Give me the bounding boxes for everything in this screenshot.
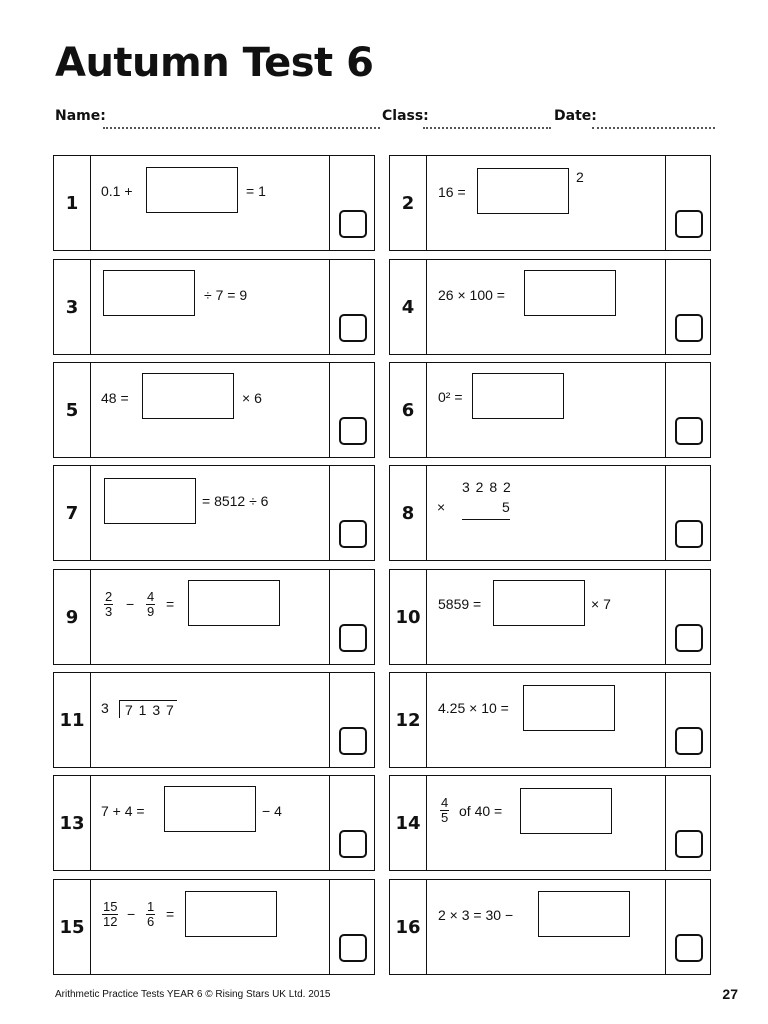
equals: = [166, 906, 175, 922]
mark-box[interactable] [339, 210, 367, 238]
question-card-12 [389, 672, 711, 768]
fraction: $\frac{2}{3}$ [105, 589, 113, 619]
question-text: 5859 = [438, 596, 482, 612]
question-card-11 [53, 672, 375, 768]
mark-box[interactable] [675, 830, 703, 858]
answer-line [462, 519, 510, 520]
question-number: 2 [390, 156, 427, 250]
question-number: 4 [390, 260, 427, 354]
question-number: 10 [390, 570, 427, 664]
question-card-15 [53, 879, 375, 975]
mark-box[interactable] [339, 417, 367, 445]
operator: − [126, 596, 135, 612]
fraction: $\frac{4}{9}$ [147, 589, 155, 619]
class-field[interactable] [423, 127, 551, 129]
question-text: 7 + 4 = [101, 803, 145, 819]
question-number: 8 [390, 466, 427, 560]
question-text: 0² = [438, 389, 463, 405]
question-card-5 [53, 362, 375, 458]
page-number: 27 [722, 986, 738, 1002]
mark-box[interactable] [339, 520, 367, 548]
question-text: = 8512 ÷ 6 [202, 493, 269, 509]
answer-box[interactable] [103, 270, 195, 316]
fraction: $\frac{4}{5}$ [441, 795, 449, 825]
question-number: 11 [54, 673, 91, 767]
question-card-9 [53, 569, 375, 665]
question-number: 15 [54, 880, 91, 974]
question-number: 12 [390, 673, 427, 767]
answer-box[interactable] [520, 788, 612, 834]
question-card-7 [53, 465, 375, 561]
exponent: 2 [576, 169, 584, 185]
mark-box[interactable] [675, 417, 703, 445]
question-card-4 [389, 259, 711, 355]
answer-box[interactable] [185, 891, 277, 937]
question-text: 2 × 3 = 30 − [438, 907, 514, 923]
question-text: − 4 [262, 803, 282, 819]
mark-box[interactable] [339, 727, 367, 755]
multiplier: 5 [502, 499, 510, 515]
mark-box[interactable] [675, 314, 703, 342]
question-card-16 [389, 879, 711, 975]
question-number: 9 [54, 570, 91, 664]
question-card-14 [389, 775, 711, 871]
answer-box[interactable] [538, 891, 630, 937]
question-text: ÷ 7 = 9 [204, 287, 248, 303]
question-card-13 [53, 775, 375, 871]
class-label: Class: [382, 108, 429, 124]
fraction: $\frac{15}{12}$ [103, 899, 118, 929]
question-number: 6 [390, 363, 427, 457]
date-label: Date: [554, 108, 597, 124]
mark-box[interactable] [339, 934, 367, 962]
answer-box[interactable] [524, 270, 616, 316]
mark-box[interactable] [675, 727, 703, 755]
equals: = [166, 596, 175, 612]
name-field[interactable] [103, 127, 380, 129]
operator: − [127, 906, 136, 922]
question-text: × 6 [242, 390, 262, 406]
question-number: 16 [390, 880, 427, 974]
question-text: 4.25 × 10 = [438, 700, 509, 716]
mark-box[interactable] [675, 934, 703, 962]
question-card-1 [53, 155, 375, 251]
answer-box[interactable] [523, 685, 615, 731]
multiplicand: 3 2 8 2 [462, 479, 512, 495]
question-number: 7 [54, 466, 91, 560]
divisor: 3 [101, 700, 109, 716]
answer-box[interactable] [164, 786, 256, 832]
question-card-8 [389, 465, 711, 561]
mark-box[interactable] [339, 624, 367, 652]
mark-box[interactable] [339, 314, 367, 342]
question-text: 16 = [438, 184, 466, 200]
mark-box[interactable] [675, 624, 703, 652]
question-text: 48 = [101, 390, 129, 406]
answer-box[interactable] [142, 373, 234, 419]
mark-box[interactable] [675, 210, 703, 238]
question-number: 1 [54, 156, 91, 250]
dividend: 7 1 3 7 [119, 700, 177, 718]
name-label: Name: [55, 108, 106, 124]
mark-box[interactable] [339, 830, 367, 858]
question-text: × 7 [591, 596, 611, 612]
answer-box[interactable] [188, 580, 280, 626]
question-card-6 [389, 362, 711, 458]
question-text: 0.1 + [101, 183, 133, 199]
answer-box[interactable] [493, 580, 585, 626]
page-title: Autumn Test 6 [55, 40, 374, 86]
multiply-sign: × [437, 499, 446, 515]
question-number: 14 [390, 776, 427, 870]
question-card-2 [389, 155, 711, 251]
fraction: $\frac{1}{6}$ [147, 899, 155, 929]
question-text: = 1 [246, 183, 266, 199]
answer-box[interactable] [472, 373, 564, 419]
answer-box[interactable] [146, 167, 238, 213]
question-number: 13 [54, 776, 91, 870]
question-card-10 [389, 569, 711, 665]
question-number: 3 [54, 260, 91, 354]
question-text: of 40 = [459, 803, 503, 819]
answer-box[interactable] [477, 168, 569, 214]
footer-copyright: Arithmetic Practice Tests YEAR 6 © Rising Stars UK Ltd. 2015 [55, 989, 331, 1000]
date-field[interactable] [592, 127, 715, 129]
question-text: 26 × 100 = [438, 287, 505, 303]
answer-box[interactable] [104, 478, 196, 524]
question-number: 5 [54, 363, 91, 457]
question-card-3 [53, 259, 375, 355]
mark-box[interactable] [675, 520, 703, 548]
